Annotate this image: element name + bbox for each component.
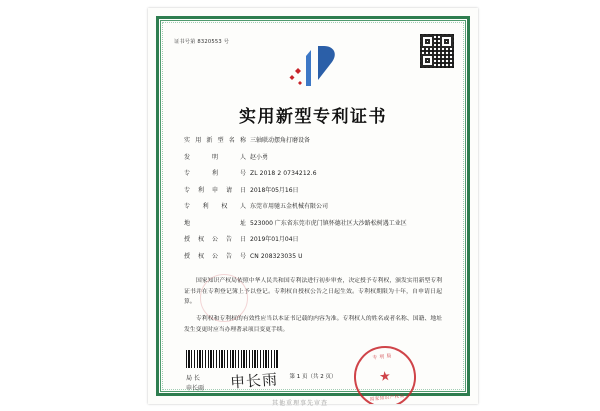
body-paragraph-1: 国家知识产权局依照中华人民共和国专利法进行初步审查，决定授予专利权，颁发实用新型专利证书并在专利登记簿上予以登记。专利权自授权公告之日起生效。专利权期限为十年，自申请日起算。 [184, 278, 442, 306]
field-row-grant-date [184, 235, 442, 244]
certificate-serial-number: 证书号第 8320553 号 [174, 39, 230, 45]
field-row-patent-number [184, 169, 442, 178]
watermark-text: 其他重理事先审查 [271, 400, 328, 407]
field-row-grant-number [184, 252, 442, 261]
certificate-content [168, 28, 458, 403]
seal-top-text: 专利局 [372, 353, 394, 362]
field-value: 东莞市用驰五金机械有限公司 [250, 203, 329, 210]
field-row-patent-name [184, 136, 442, 145]
qr-code-finder-bottom-left [421, 54, 434, 67]
field-label: 地 址 [184, 219, 246, 227]
field-value: 三轴联动摆角打磨设备 [250, 137, 311, 144]
field-label: 专 利 权 人 [184, 203, 246, 210]
field-value: CN 208323035 U [250, 252, 303, 260]
field-label: 专 利 号 [184, 170, 246, 177]
field-value: ZL 2018 2 0734212.6 [250, 170, 317, 177]
field-row-application-date [184, 186, 442, 195]
field-label: 专 利 申 请 日 [184, 186, 246, 194]
seal-star-icon: ★ [378, 368, 392, 386]
field-row-inventor [184, 153, 442, 162]
certificate-fields [184, 136, 442, 268]
patent-logo-icon [278, 42, 348, 94]
field-label: 实 用 新 型 名 称 [184, 137, 246, 144]
field-label: 授 权 公 告 号 [184, 252, 246, 260]
field-value: 2018年05月16日 [250, 186, 299, 194]
field-value: 赵小勇 [250, 153, 269, 161]
faint-stamp-mark [200, 274, 248, 322]
field-label: 授 权 公 告 日 [184, 236, 246, 243]
body-paragraph-2: 专利权和专利权的有效性应当以本证书记载的内容为准。专利权人的姓名或者名称、国籍、地址发生变更时应当办理著录项目变更手续。 [184, 316, 442, 333]
field-label: 发 明 人 [184, 153, 246, 161]
seal-bottom-text: 国家知识产权局 [369, 394, 405, 403]
signature-label-line-1: 局 长 [186, 375, 200, 382]
certificate-sheet [148, 8, 478, 404]
field-value: 523000 广东省东莞市虎门镇怀德社区大沙路松树遇工业区 [250, 219, 407, 227]
field-value: 2019年01月04日 [250, 236, 299, 243]
signature-label-line-2: 申长雨 [186, 385, 205, 393]
qr-code [420, 34, 454, 68]
page-title: 实用新型专利证书 [239, 107, 387, 127]
barcode [186, 350, 278, 368]
field-row-address [184, 219, 442, 228]
page-number: 第 1 页（共 2 页） [289, 374, 337, 380]
field-row-patentee [184, 202, 442, 211]
signature-handwriting: 申长雨 [229, 370, 279, 392]
